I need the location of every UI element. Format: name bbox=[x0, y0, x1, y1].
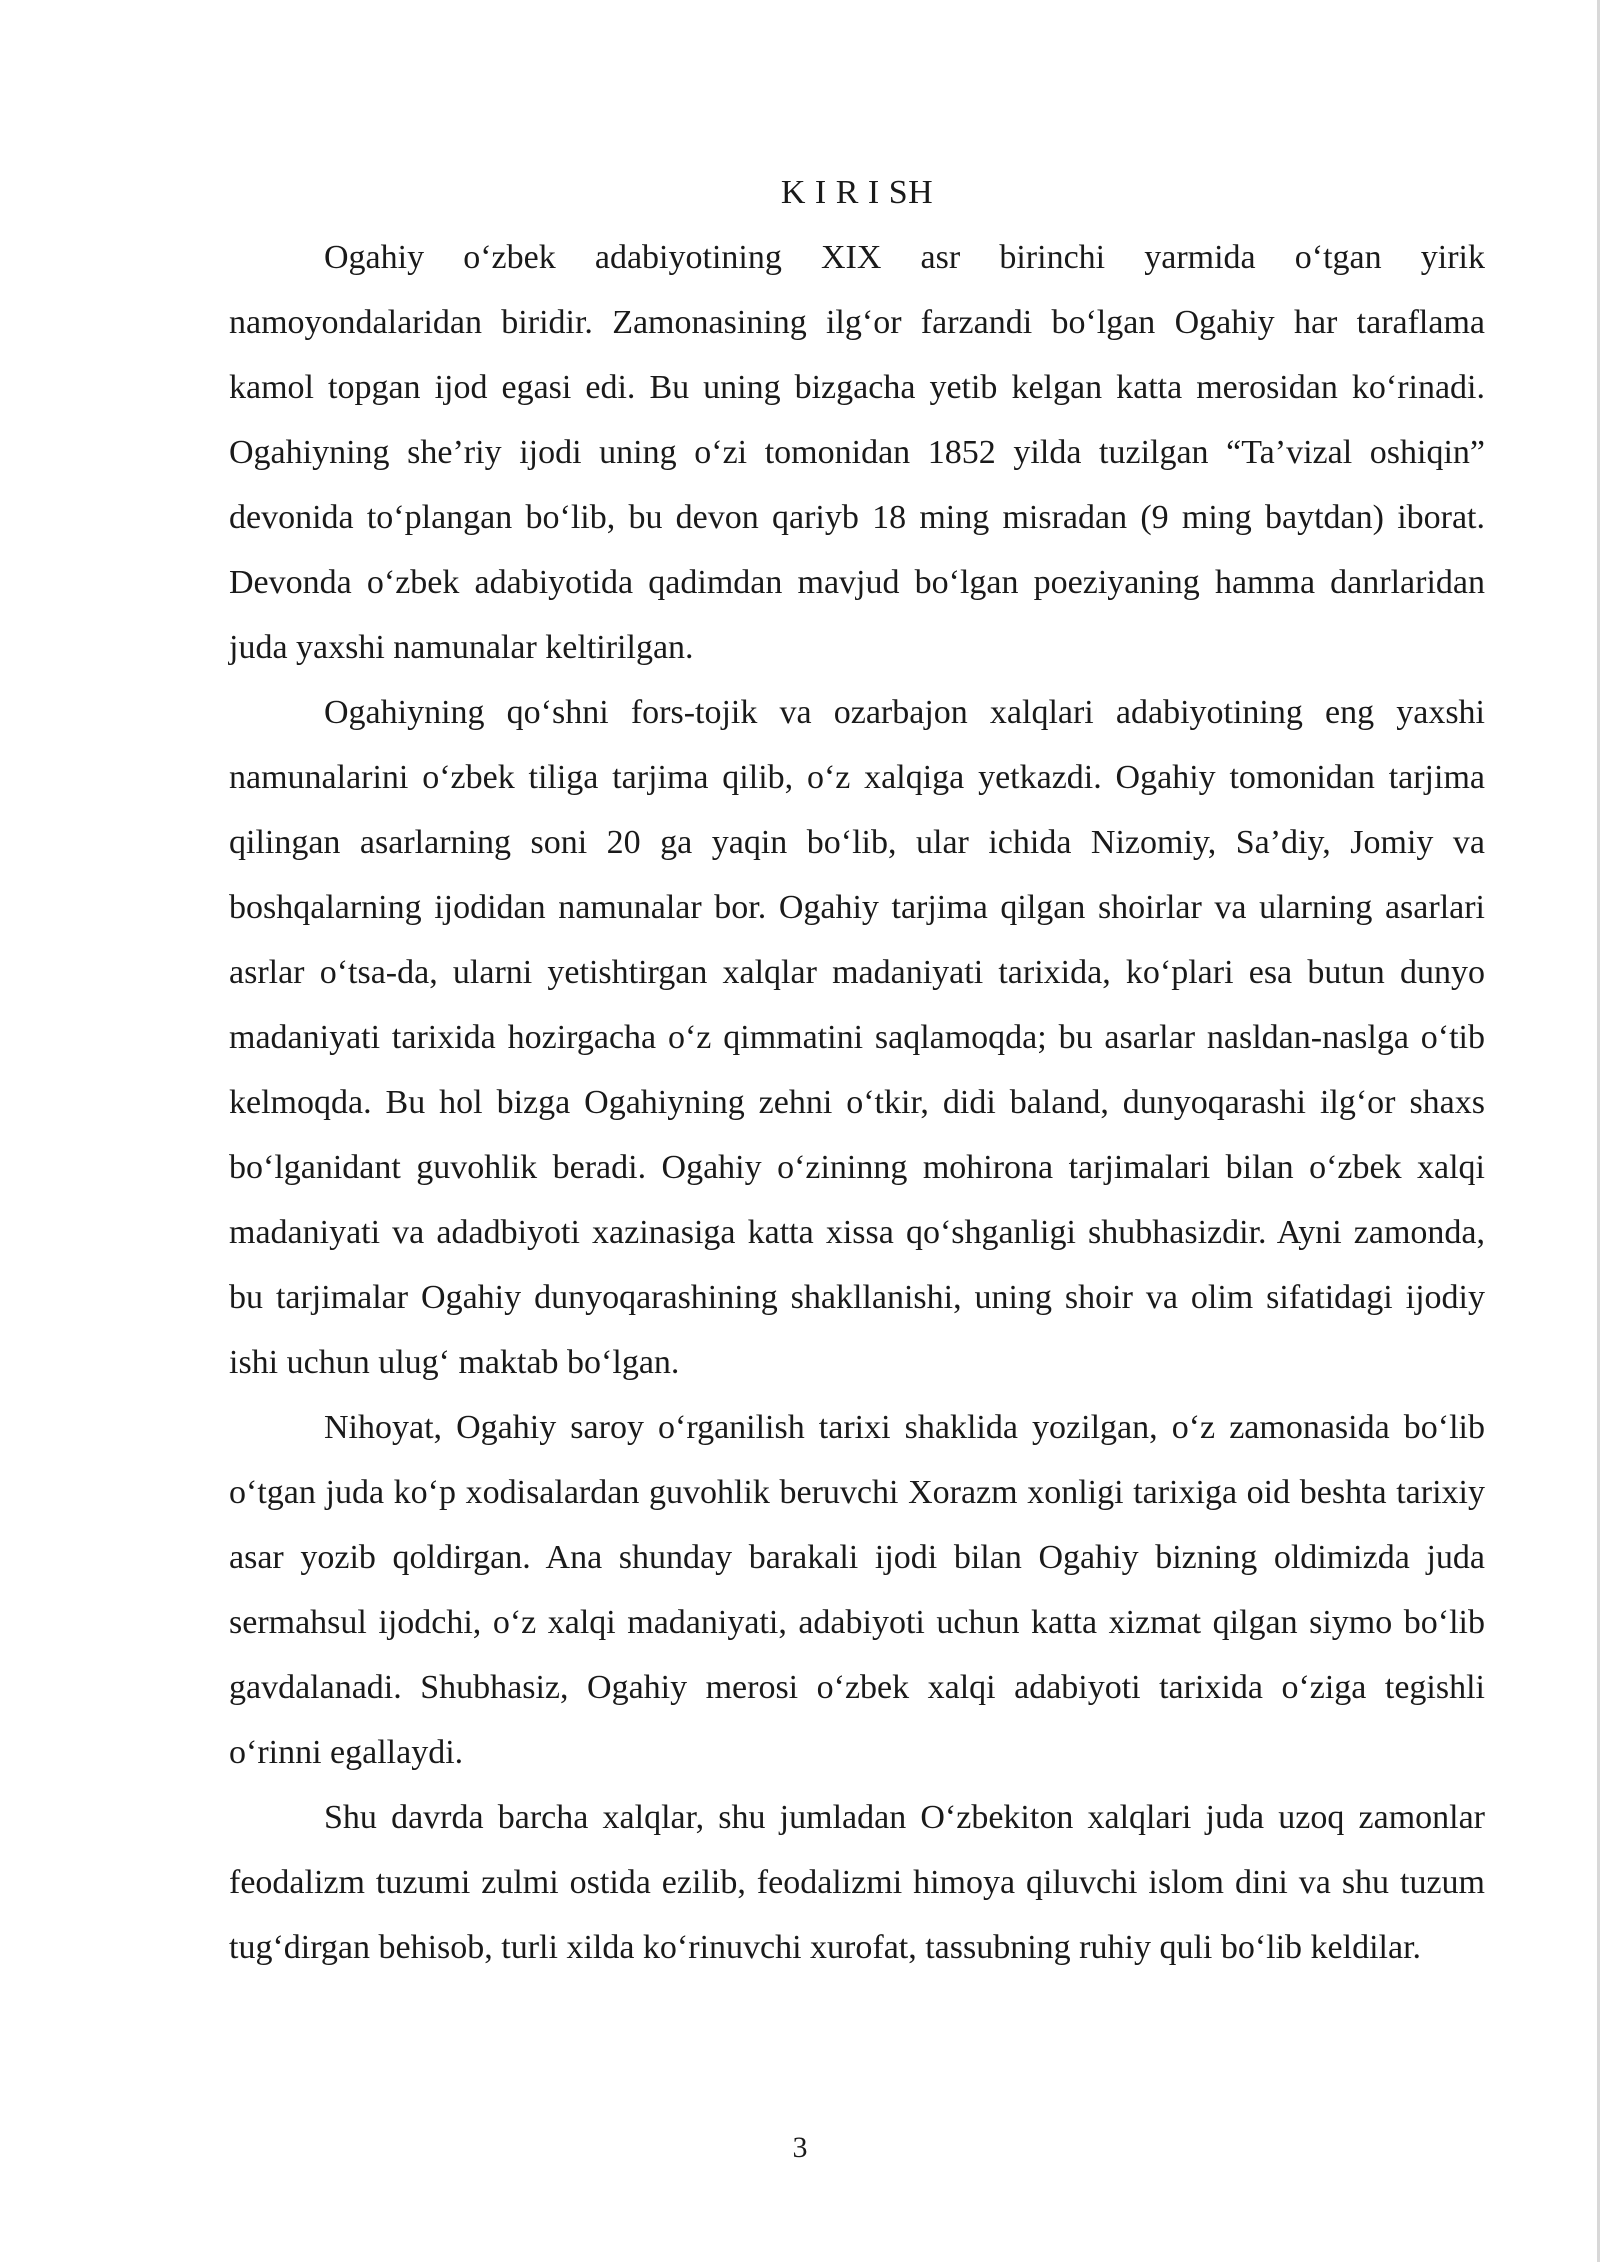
page-title: K I R I SH bbox=[780, 174, 934, 211]
page-content bbox=[229, 160, 1485, 1980]
paragraph-3: Nihoyat, Ogahiy saroy o‘rganilish tarixi shaklida yozilgan, o‘z zamonasida bo‘lib o‘tgan juda ko‘p xodisalardan guvohlik beruvchi Xorazm xonligi tarixiga oid beshta tarixiy asar yozib qoldirgan. Ana shunday barakali ijodi bilan Ogahiy bizning oldimizda juda sermahsul ijodchi, o‘z xalqi madaniyati, adabiyoti uchun katta xizmat qilgan siymo bo‘lib gavdalanadi. Shubhasiz, Ogahiy merosi o‘zbek xalqi adabiyoti tarixida o‘ziga tegishli o‘rinni egallaydi. bbox=[229, 1409, 1485, 1771]
paragraph-2: Ogahiyning qo‘shni fors-tojik va ozarbajon xalqlari adabiyotining eng yaxshi namunalarini o‘zbek tiliga tarjima qilib, o‘z xalqiga yetkazdi. Ogahiy tomonidan tarjima qilingan asarlarning soni 20 ga yaqin bo‘lib, ular ichida Nizomiy, Sa’diy, Jomiy va boshqalarning ijodidan namunalar bor. Ogahiy tarjima qilgan shoirlar va ularning asarlari asrlar o‘tsa-da, ularni yetishtirgan xalqlar madaniyati tarixida, ko‘plari esa butun dunyo madaniyati tarixida hozirgacha o‘z qimmatini saqlamoqda; bu asarlar nasldan-naslga o‘tib kelmoqda. Bu hol bizga Ogahiyning zehni o‘tkir, didi baland, dunyoqarashi ilg‘or shaxs bo‘lganidant guvohlik beradi. Ogahiy o‘zininng mohirona tarjimalari bilan o‘zbek xalqi madaniyati va adadbiyoti xazinasiga katta xissa qo‘shganligi shubhasizdir. Ayni zamonda, bu tarjimalar Ogahiy dunyoqarashining shakllanishi, uning shoir va olim sifatidagi ijodiy ishi uchun ulug‘ maktab bo‘lgan. bbox=[229, 694, 1485, 1381]
paragraph-4: Shu davrda barcha xalqlar, shu jumladan O‘zbekiton xalqlari juda uzoq zamonlar feodalizm tuzumi zulmi ostida ezilib, feodalizmi himoya qiluvchi islom dini va shu tuzum tug‘dirgan behisob, turli xilda ko‘rinuvchi xurofat, tassubning ruhiy quli bo‘lib keldilar. bbox=[229, 1799, 1485, 1966]
page-number: 3 bbox=[792, 2131, 808, 2164]
paragraph-1: Ogahiy o‘zbek adabiyotining XIX asr birinchi yarmida o‘tgan yirik namoyondalaridan biridir. Zamonasining ilg‘or farzandi bo‘lgan Ogahiy har taraflama kamol topgan ijod egasi edi. Bu uning bizgacha yetib kelgan katta merosidan ko‘rinadi. Ogahiyning she’riy ijodi uning o‘zi tomonidan 1852 yilda tuzilgan “Ta’vizal oshiqin” devonida to‘plangan bo‘lib, bu devon qariyb 18 ming misradan (9 ming baytdan) iborat. Devonda o‘zbek adabiyotida qadimdan mavjud bo‘lgan poeziyaning hamma danrlaridan juda yaxshi namunalar keltirilgan. bbox=[229, 239, 1485, 666]
